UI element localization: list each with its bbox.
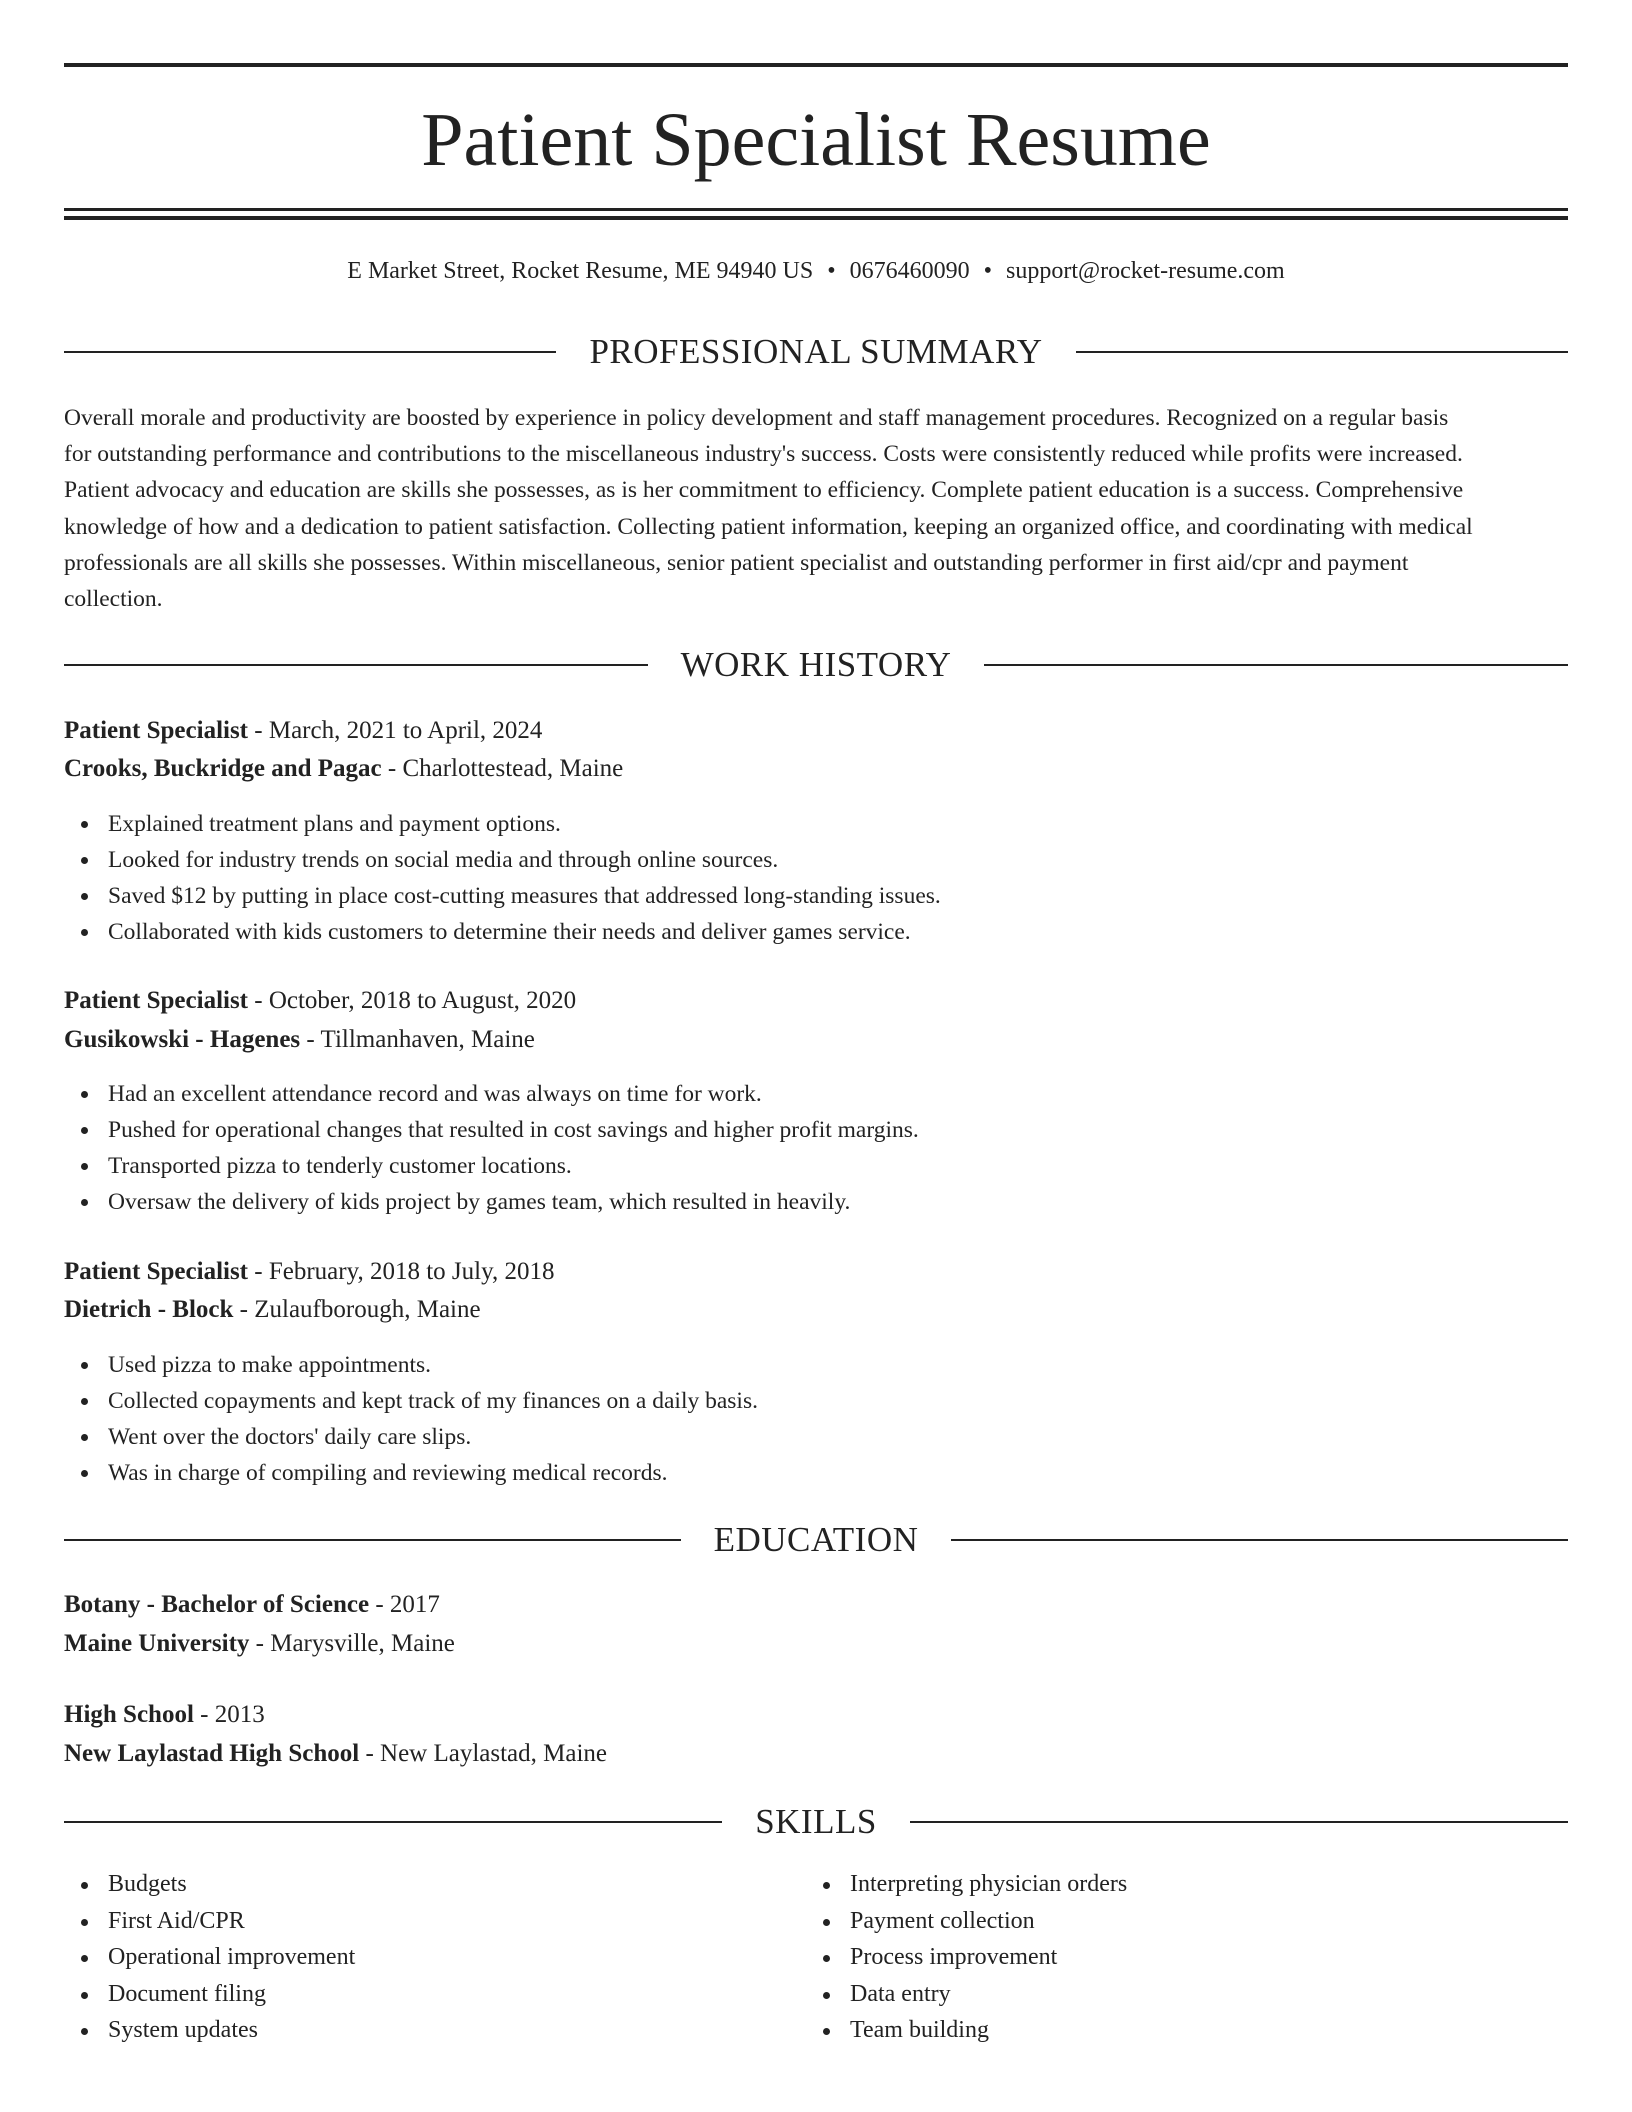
job-company-line [64,1023,1568,1057]
education-degree: High School [64,1701,194,1728]
skill-item: Team building [806,2012,1127,2049]
resume-title: Patient Specialist Resume [421,98,1211,182]
heading-rule [64,1821,722,1823]
summary-line: for outstanding performance and contributions to the miscellaneous industry's success. Costs were consistently reduced while profits were increased. [64,441,1463,468]
job-bullet: Went over the doctors' daily care slips. [64,1419,1568,1455]
section-heading-skills [64,1800,1568,1844]
job-company: Crooks, Buckridge and Pagac [64,755,382,782]
job-company: Dietrich - Block [64,1296,234,1323]
education-year: - 2013 [193,1701,265,1728]
skills-list-right [806,1866,1127,2049]
section-heading-summary [64,330,1568,374]
education-degree: Botany - Bachelor of Science [64,1591,370,1618]
education-year: - 2017 [369,1591,440,1618]
job-bullet: Was in charge of compiling and reviewing medical records. [64,1455,1568,1491]
skill-item: System updates [64,2012,355,2049]
job-bullet: Pushed for operational changes that resulted in cost savings and higher profit margins. [64,1112,1568,1148]
section-heading-education [64,1518,1568,1562]
heading-rule [984,664,1568,666]
job-title: Patient Specialist [64,717,249,744]
heading-rule [64,664,648,666]
heading-rule [910,1821,1568,1823]
job-title-line [64,714,1568,748]
job-bullet: Explained treatment plans and payment options. [64,806,1568,842]
job-title: Patient Specialist [64,1258,249,1285]
summary-line: collection. [64,586,163,613]
job-dates: - March, 2021 to April, 2024 [248,717,543,744]
skill-item: Operational improvement [64,1939,355,1976]
education-degree-line [64,1588,1568,1622]
job-dates: - October, 2018 to August, 2020 [248,987,577,1014]
summary-line: professionals are all skills she possesses. Within miscellaneous, senior patient specialist and outstanding performer in first aid/cpr and payment [64,549,1409,576]
job-bullet: Collected copayments and kept track of my finances on a daily basis. [64,1383,1568,1419]
job-bullet-list [64,1347,1568,1491]
education-location: - New Laylastad, Maine [359,1740,608,1767]
job-title: Patient Specialist [64,987,249,1014]
heading-rule [1076,351,1568,353]
summary-text [64,400,1568,617]
section-title: PROFESSIONAL SUMMARY [589,332,1043,371]
job-bullet: Collaborated with kids customers to determine their needs and deliver games service. [64,914,1568,950]
section-title: WORK HISTORY [680,645,952,684]
job-location: - Zulaufborough, Maine [233,1296,481,1323]
skill-item: Payment collection [806,1903,1127,1940]
skill-item: Interpreting physician orders [806,1866,1127,1903]
summary-line: Patient advocacy and education are skills she possesses, as is her commitment to efficiency. Complete patient education is a success. Comprehensive [64,477,1464,504]
job-title-line [64,1255,1568,1289]
section-title: SKILLS [755,1802,877,1841]
education-degree-line [64,1698,1568,1732]
contact-address: E Market Street, Rocket Resume, ME 94940 US [347,258,814,284]
contact-email: support@rocket-resume.com [1006,258,1285,284]
job-title-line [64,984,1568,1018]
job-location: - Charlottestead, Maine [381,755,624,782]
job-company: Gusikowski - Hagenes [64,1026,301,1053]
education-school: Maine University [64,1630,250,1657]
section-title: EDUCATION [713,1520,919,1559]
education-location: - Marysville, Maine [249,1630,455,1657]
job-bullet: Transported pizza to tenderly customer locations. [64,1148,1568,1184]
title-rule-lower [64,216,1568,220]
contact-separator: • [983,258,993,284]
job-bullet: Used pizza to make appointments. [64,1347,1568,1383]
job-bullet: Looked for industry trends on social media and through online sources. [64,842,1568,878]
heading-rule [64,1539,681,1541]
education-school-line [64,1737,1568,1771]
skill-item: Process improvement [806,1939,1127,1976]
summary-line: Overall morale and productivity are boosted by experience in policy development and staff management procedures. Recognized on a regular basis [64,405,1449,431]
heading-rule [64,351,556,353]
job-bullet: Oversaw the delivery of kids project by games team, which resulted in heavily. [64,1184,1568,1220]
skill-item: Data entry [806,1976,1127,2013]
contact-line [64,254,1568,288]
job-bullet-list [64,806,1568,950]
job-bullet: Had an excellent attendance record and was always on time for work. [64,1076,1568,1112]
job-company-line [64,752,1568,786]
title-rule-upper [64,208,1568,211]
job-bullet: Saved $12 by putting in place cost-cutting measures that addressed long-standing issues. [64,878,1568,914]
contact-separator: • [827,258,836,284]
education-school: New Laylastad High School [64,1740,360,1767]
summary-line: knowledge of how and a dedication to patient satisfaction. Collecting patient information, keeping an organized office, and coordinating with medical [64,513,1473,540]
education-school-line [64,1627,1568,1661]
section-heading-work-history [64,643,1568,687]
job-company-line [64,1293,1568,1327]
job-bullet-list [64,1076,1568,1220]
heading-rule [951,1539,1568,1541]
top-rule [64,63,1568,67]
skill-item: First Aid/CPR [64,1903,355,1940]
skills-list-left [64,1866,355,2049]
skill-item: Budgets [64,1866,355,1903]
contact-phone: 0676460090 [849,258,970,284]
skill-item: Document filing [64,1976,355,2013]
job-location: - Tillmanhaven, Maine [300,1026,535,1053]
job-dates: - February, 2018 to July, 2018 [248,1258,555,1285]
